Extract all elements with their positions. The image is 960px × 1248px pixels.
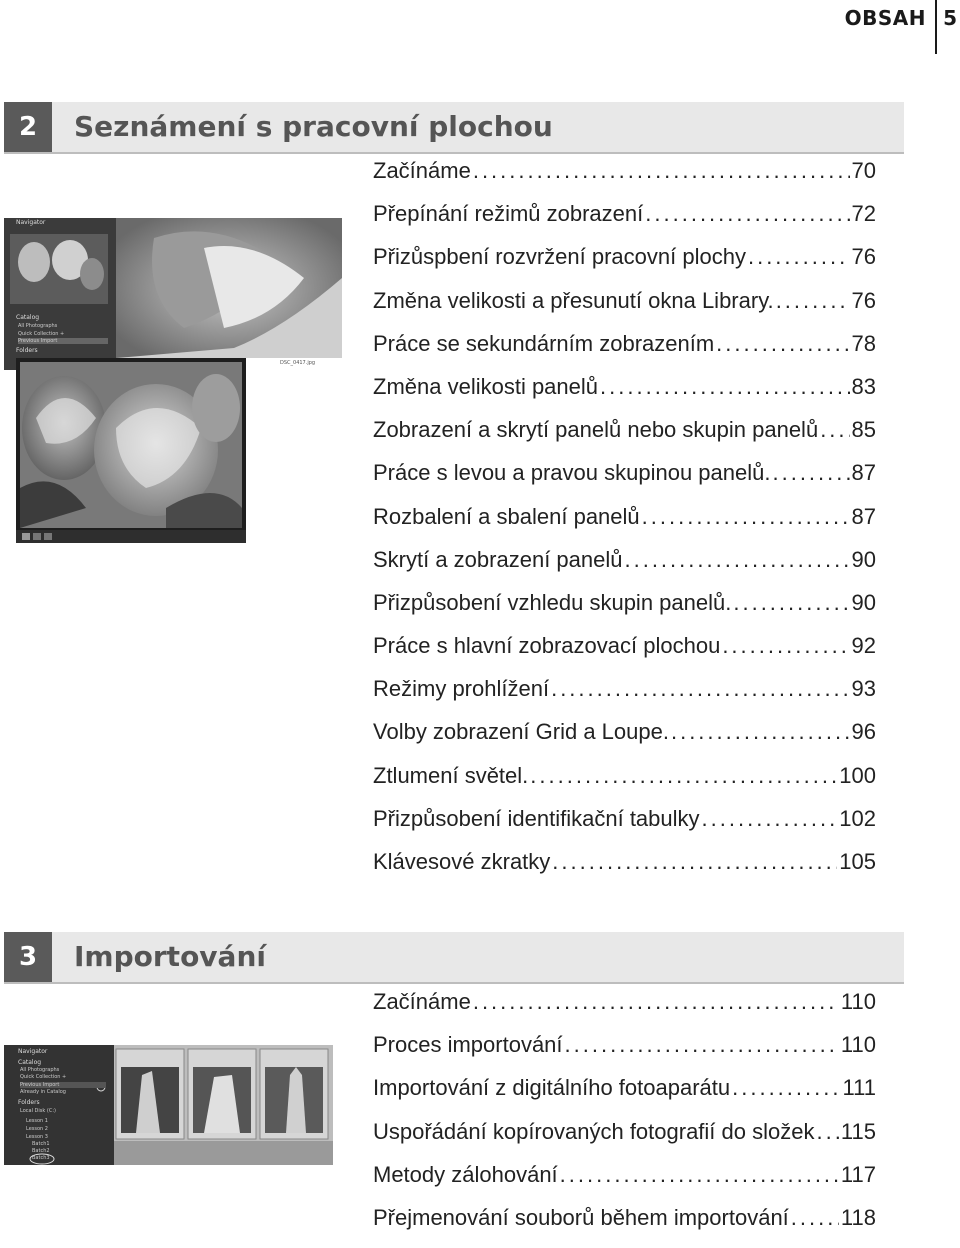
toc-entry-title: Importování z digitálního fotoaparátu <box>373 1075 731 1101</box>
folders-label: Folders <box>18 1099 40 1106</box>
toc-entry-title: Režimy prohlížení <box>373 676 550 702</box>
toc-entry[interactable] <box>373 1075 876 1118</box>
folders-label: Folders <box>16 347 38 354</box>
dot-leader <box>716 331 849 357</box>
toc-entry-page: 118 <box>840 1204 876 1230</box>
toc-entry-title: Metody zálohování <box>373 1161 558 1187</box>
dot-leader <box>820 417 849 443</box>
page-number: 5 <box>943 6 957 30</box>
catalog-item: Quick Collection + <box>20 1074 67 1080</box>
catalog-item: All Photographs <box>20 1067 60 1073</box>
toc-entry[interactable] <box>373 1205 876 1248</box>
toc-entry-page: 105 <box>839 849 876 874</box>
toc-entry-page: 117 <box>840 1161 876 1187</box>
toc-entry[interactable] <box>373 504 876 547</box>
toc-entry-title: Proces importování <box>373 1032 563 1058</box>
catalog-item: All Photographs <box>18 323 58 329</box>
dot-leader <box>776 288 850 314</box>
chapter-title: Importování <box>74 940 266 973</box>
toc-entry-title: Změna velikosti panelů <box>373 373 599 399</box>
dot-leader <box>560 1162 839 1188</box>
chapter-number: 3 <box>4 932 52 982</box>
dot-leader <box>772 460 849 486</box>
folder-item: Lesson 3 <box>26 1134 48 1140</box>
toc-entry-title: Klávesové zkratky <box>373 849 551 874</box>
toc-entry-page: 76 <box>851 287 876 313</box>
catalog-item: Previous Import <box>20 1082 106 1088</box>
toc-entry[interactable] <box>373 763 876 806</box>
folder-item: Batch2 <box>32 1148 50 1154</box>
toc-entry-page: 110 <box>840 1032 876 1058</box>
toc-entry-title: Práce s levou a pravou skupinou panelů. <box>373 460 771 486</box>
toc-entry[interactable] <box>373 849 876 892</box>
toc-entry-title: Přepínání režimů zobrazení <box>373 201 644 227</box>
toc-entry-page: 90 <box>851 589 876 615</box>
toc-entry-page: 72 <box>851 201 876 227</box>
toc-entry-title: Uspořádání kopírovaných fotografií do složek <box>373 1118 815 1144</box>
dot-leader <box>816 1119 838 1145</box>
toc-entry-page: 76 <box>851 244 876 270</box>
dot-leader <box>473 158 850 184</box>
page-header <box>760 0 960 55</box>
toc-entry-title: Přejmenování souborů během importování <box>373 1204 789 1230</box>
workspace-screenshot <box>4 218 342 370</box>
folder-item: Local Disk (C:) <box>20 1108 56 1114</box>
catalog-label: Catalog <box>18 1059 42 1066</box>
dot-leader <box>748 244 850 270</box>
chapter-heading-2 <box>4 102 904 154</box>
toc-entry[interactable] <box>373 547 876 590</box>
toc-entry-page: 100 <box>839 762 876 788</box>
toc-entry[interactable] <box>373 1119 876 1162</box>
toc-entry-page: 83 <box>851 373 876 399</box>
toc-entry[interactable] <box>373 417 876 460</box>
toc-entry-title: Přizůspbení rozvržení pracovní plochy <box>373 244 746 270</box>
chapter-number: 2 <box>4 102 52 152</box>
toc-entry-title: Volby zobrazení Grid a Loupe. <box>373 719 669 745</box>
toc-entry-title: Přizpůsobení identifikační tabulky <box>373 805 700 831</box>
toc-entry-page: 87 <box>851 460 876 486</box>
dot-leader <box>552 849 837 875</box>
dot-leader <box>791 1205 839 1231</box>
toc-entry-title: Skrytí a zobrazení panelů <box>373 546 623 572</box>
toc-list-chapter-2 <box>373 158 876 892</box>
toc-entry-page: 110 <box>840 989 876 1014</box>
toc-entry[interactable] <box>373 633 876 676</box>
toc-entry-title: Ztlumení světel. <box>373 762 529 788</box>
toc-entry-title: Začínáme <box>373 989 471 1014</box>
toc-entry-page: 87 <box>851 503 876 529</box>
dot-leader <box>645 201 849 227</box>
toc-entry-title: Práce s hlavní zobrazovací plochou <box>373 633 721 659</box>
dot-leader <box>600 374 850 400</box>
toc-entry-page: 90 <box>851 546 876 572</box>
import-screenshot <box>4 1045 333 1165</box>
dot-leader <box>702 806 838 832</box>
dot-leader <box>671 719 850 745</box>
catalog-item: Previous Import <box>18 338 108 344</box>
catalog-item: Quick Collection + <box>18 331 65 337</box>
dot-leader <box>624 547 849 573</box>
catalog-item: Already in Catalog <box>20 1089 66 1095</box>
file-name: DSC_0417.jpg <box>280 360 316 366</box>
toc-list-chapter-3 <box>373 989 876 1248</box>
toc-entry-page: 70 <box>851 158 876 183</box>
toc-entry-page: 78 <box>851 330 876 356</box>
toc-entry[interactable] <box>373 590 876 633</box>
toc-entry[interactable] <box>373 244 876 287</box>
chapter-heading-3 <box>4 932 904 984</box>
toc-entry-title: Rozbalení a sbalení panelů <box>373 503 640 529</box>
workspace-screenshot-art <box>4 218 342 370</box>
toc-entry[interactable] <box>373 676 876 719</box>
header-divider <box>935 0 937 54</box>
toc-entry-title: Začínáme <box>373 158 471 183</box>
folder-item: Batch3 <box>32 1155 50 1161</box>
toc-entry[interactable] <box>373 1162 876 1205</box>
toc-entry[interactable] <box>373 158 876 201</box>
toc-entry[interactable] <box>373 374 876 417</box>
toc-entry[interactable] <box>373 331 876 374</box>
toc-entry-page: 96 <box>851 719 876 745</box>
dot-leader <box>732 1075 840 1101</box>
toc-entry[interactable] <box>373 288 876 331</box>
toc-entry[interactable] <box>373 201 876 244</box>
toc-entry[interactable] <box>373 989 876 1032</box>
toc-entry-title: Zobrazení a skrytí panelů nebo skupin panelů <box>373 417 819 443</box>
chapter-title: Seznámení s pracovní plochou <box>74 110 553 143</box>
toc-entry[interactable] <box>373 460 876 503</box>
folder-item: Batch1 <box>32 1141 50 1147</box>
toc-entry-page: 115 <box>840 1118 876 1144</box>
dot-leader <box>551 676 849 702</box>
dot-leader <box>530 763 837 789</box>
toc-entry-page: 102 <box>839 805 876 831</box>
section-label: OBSAH <box>844 6 926 30</box>
dot-leader <box>722 633 849 659</box>
folder-item: Lesson 1 <box>26 1118 48 1124</box>
navigator-label: Navigator <box>16 219 46 226</box>
import-screenshot-art <box>4 1045 333 1165</box>
catalog-label: Catalog <box>16 314 40 321</box>
dot-leader <box>642 504 850 530</box>
dot-leader <box>473 989 839 1015</box>
toc-entry-page: 111 <box>842 1075 876 1101</box>
navigator-label: Navigator <box>18 1048 48 1055</box>
toc-entry[interactable] <box>373 806 876 849</box>
toc-entry[interactable] <box>373 719 876 762</box>
folder-item: Lesson 2 <box>26 1126 48 1132</box>
toc-entry-title: Změna velikosti a přesunutí okna Library. <box>373 287 774 313</box>
roses-photo-art <box>16 358 246 543</box>
toc-entry[interactable] <box>373 1032 876 1075</box>
toc-entry-title: Přizpůsobení vzhledu skupin panelů. <box>373 589 732 615</box>
roses-photo <box>16 358 246 543</box>
toc-entry-page: 93 <box>851 676 876 702</box>
dot-leader <box>565 1032 839 1058</box>
toc-entry-title: Práce se sekundárním zobrazením <box>373 330 715 356</box>
dot-leader <box>733 590 849 616</box>
toc-entry-page: 92 <box>851 633 876 659</box>
toc-entry-page: 85 <box>851 417 876 443</box>
